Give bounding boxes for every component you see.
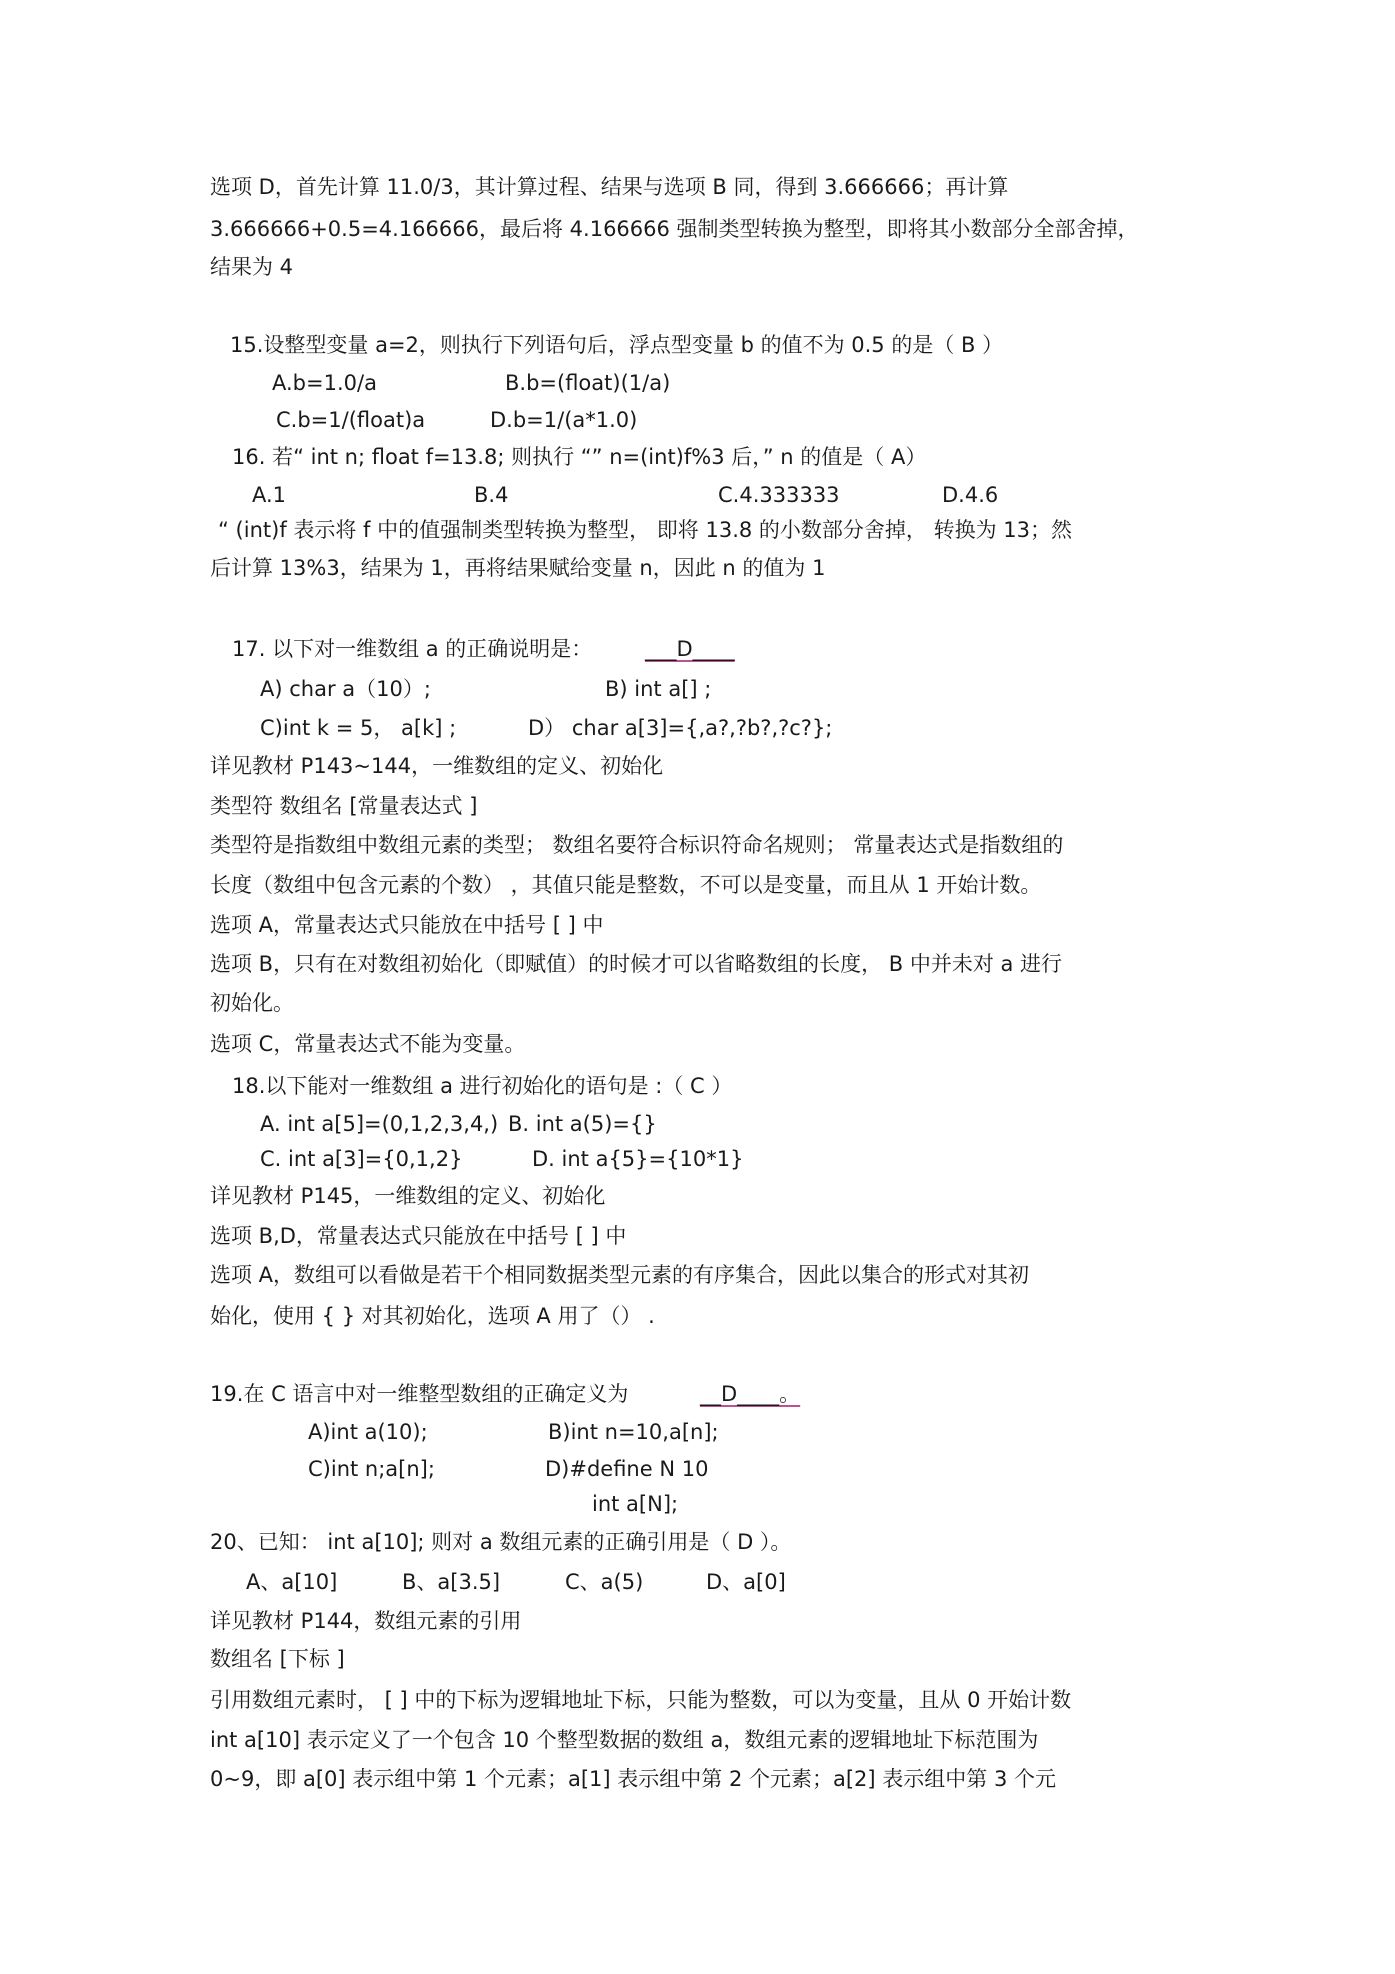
option-b: B、a[3.5] bbox=[402, 1570, 501, 1594]
option-b: B)int n=10,a[n]; bbox=[548, 1420, 719, 1444]
explanation-line: 选项 B,D，常量表达式只能放在中括号 [ ] 中 bbox=[210, 1224, 627, 1248]
explanation-line: 类型符是指数组中数组元素的类型； 数组名要符合标识符命名规则； 常量表达式是指数组的 bbox=[210, 833, 1064, 857]
option-d: D. int a{5}={10*1} bbox=[532, 1147, 744, 1171]
explanation-line: 0~9，即 a[0] 表示组中第 1 个元素；a[1] 表示组中第 2 个元素；a[2] 表示组中第 3 个元 bbox=[210, 1767, 1056, 1791]
option-b: B. int a(5)={} bbox=[508, 1112, 657, 1136]
option-a: A.b=1.0/a bbox=[272, 371, 377, 395]
question-20: 20、已知： int a[10]; 则对 a 数组元素的正确引用是（ D ）。 bbox=[210, 1530, 792, 1554]
explanation-line: 选项 A，数组可以看做是若干个相同数据类型元素的有序集合，因此以集合的形式对其初 bbox=[210, 1263, 1030, 1287]
question-19: 19.在 C 语言中对一维整型数组的正确定义为 bbox=[210, 1382, 629, 1406]
option-d: D） char a[3]={,a?,?b?,?c?}; bbox=[528, 716, 833, 740]
explanation-line: int a[10] 表示定义了一个包含 10 个整型数据的数组 a，数组元素的逻辑地址下标范围为 bbox=[210, 1728, 1039, 1752]
answer-blank: ___D____ bbox=[645, 637, 735, 661]
option-d: D.b=1/(a*1.0) bbox=[490, 408, 638, 432]
explanation-line: 详见教材 P144，数组元素的引用 bbox=[210, 1609, 522, 1633]
explanation-line: 长度（数组中包含元素的个数） ，其值只能是整数，不可以是变量，而且从 1 开始计数。 bbox=[210, 873, 1042, 897]
explanation-line: 选项 B，只有在对数组初始化（即赋值）的时候才可以省略数组的长度， B 中并未对 a 进行 bbox=[210, 952, 1063, 976]
option-c: C.b=1/(float)a bbox=[276, 408, 426, 432]
option-b: B.b=(float)(1/a) bbox=[505, 371, 671, 395]
answer-blank: __D____。 bbox=[700, 1382, 801, 1406]
option-d-continued: int a[N]; bbox=[592, 1492, 679, 1516]
question-18: 18.以下能对一维数组 a 进行初始化的语句是 :（ C ） bbox=[232, 1074, 733, 1098]
option-c: C.4.333333 bbox=[718, 483, 840, 507]
question-17: 17. 以下对一维数组 a 的正确说明是： bbox=[232, 637, 593, 661]
explanation-line: 类型符 数组名 [常量表达式 ] bbox=[210, 794, 478, 818]
option-a: A、a[10] bbox=[246, 1570, 338, 1594]
text-line: 3.666666+0.5=4.166666，最后将 4.166666 强制类型转换为整型，即将其小数部分全部舍掉， bbox=[210, 217, 1139, 241]
question-16: 16. 若“ int n; float f=13.8; 则执行 “” n=(int)f%3 后，” n 的值是（ A） bbox=[232, 445, 927, 469]
explanation-line: 详见教材 P145，一维数组的定义、初始化 bbox=[210, 1184, 606, 1208]
explanation-line: “ (int)f 表示将 f 中的值强制类型转换为整型， 即将 13.8 的小数部分舍掉， 转换为 13；然 bbox=[218, 518, 1072, 542]
explanation-line: 选项 C，常量表达式不能为变量。 bbox=[210, 1032, 526, 1056]
explanation-line: 详见教材 P143~144，一维数组的定义、初始化 bbox=[210, 754, 664, 778]
question-15: 15.设整型变量 a=2，则执行下列语句后，浮点型变量 b 的值不为 0.5 的是（ B ） bbox=[230, 333, 1004, 357]
option-a: A.1 bbox=[252, 483, 287, 507]
text-line: 选项 D，首先计算 11.0/3，其计算过程、结果与选项 B 同，得到 3.666666；再计算 bbox=[210, 175, 1009, 199]
option-a: A) char a（10）; bbox=[260, 677, 431, 701]
explanation-line: 引用数组元素时， [ ] 中的下标为逻辑地址下标，只能为整数，可以为变量，且从 0 开始计数 bbox=[210, 1688, 1072, 1712]
option-a: A)int a(10); bbox=[308, 1420, 428, 1444]
option-c: C. int a[3]={0,1,2} bbox=[260, 1147, 463, 1171]
option-c: C)int k = 5， a[k] ; bbox=[260, 716, 457, 740]
explanation-line: 数组名 [下标 ] bbox=[210, 1647, 345, 1671]
text-line: 结果为 4 bbox=[210, 255, 294, 279]
explanation-line: 后计算 13%3，结果为 1，再将结果赋给变量 n，因此 n 的值为 1 bbox=[210, 556, 826, 580]
explanation-line: 初始化。 bbox=[210, 991, 294, 1015]
explanation-line: 始化，使用 { } 对其初始化，选项 A 用了（） . bbox=[210, 1304, 655, 1328]
option-b: B) int a[] ; bbox=[605, 677, 712, 701]
option-d: D.4.6 bbox=[942, 483, 999, 507]
option-a: A. int a[5]=(0,1,2,3,4,) bbox=[260, 1112, 499, 1136]
option-d: D)#define N 10 bbox=[545, 1457, 709, 1481]
option-c: C)int n;a[n]; bbox=[308, 1457, 435, 1481]
option-d: D、a[0] bbox=[706, 1570, 786, 1594]
option-c: C、a(5) bbox=[565, 1570, 644, 1594]
explanation-line: 选项 A，常量表达式只能放在中括号 [ ] 中 bbox=[210, 913, 604, 937]
option-b: B.4 bbox=[474, 483, 509, 507]
